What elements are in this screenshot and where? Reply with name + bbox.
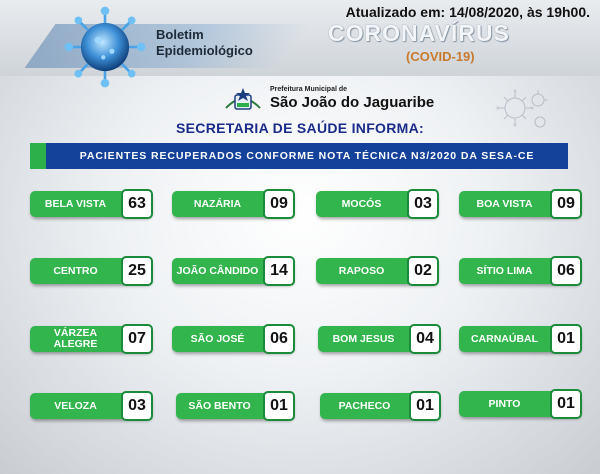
locality-count: 01 <box>263 391 295 421</box>
locality-name: BOM JESUS <box>332 332 395 345</box>
locality-count: 04 <box>409 324 441 354</box>
locality-name: BELA VISTA <box>44 197 107 210</box>
locality-count: 25 <box>121 256 153 286</box>
locality-name: NAZÁRIA <box>193 197 242 210</box>
coronavirus-title: CORONAVÍRUS <box>328 20 510 46</box>
locality-count: 14 <box>263 256 295 286</box>
locality-name: RAPOSO <box>338 264 385 277</box>
locality-card <box>459 258 580 284</box>
banner-text: PACIENTES RECUPERADOS CONFORME NOTA TÉCNICA N3/2020 DA SESA-CE <box>79 150 535 162</box>
virus-icon <box>62 4 148 90</box>
locality-name: VELOZA <box>54 399 97 412</box>
locality-card <box>172 326 293 352</box>
prefeitura-crest-icon <box>222 86 264 114</box>
locality-card <box>316 191 437 217</box>
locality-card <box>320 393 439 419</box>
locality-count: 02 <box>407 256 439 286</box>
boletim-line2: Epidemiológico <box>156 43 253 58</box>
locality-name: SÃO BENTO <box>188 399 251 412</box>
locality-card <box>316 258 437 284</box>
locality-count: 09 <box>550 189 582 219</box>
locality-name: BOA VISTA <box>476 197 533 210</box>
locality-count: 01 <box>409 391 441 421</box>
locality-count: 07 <box>121 324 153 354</box>
secretaria-heading: SECRETARIA DE SAÚDE INFORMA: <box>176 120 424 136</box>
locality-count: 01 <box>550 389 582 419</box>
locality-count: 63 <box>121 189 153 219</box>
locality-name: JOÃO CÂNDIDO <box>176 264 259 277</box>
covid-subtitle: (COVID-19) <box>406 49 475 64</box>
locality-name: MOCÓS <box>341 197 382 210</box>
locality-card <box>459 326 580 352</box>
locality-count: 01 <box>550 324 582 354</box>
locality-count: 06 <box>263 324 295 354</box>
locality-card <box>172 191 293 217</box>
locality-card <box>176 393 293 419</box>
locality-name: CENTRO <box>53 264 98 277</box>
locality-card <box>30 326 151 352</box>
boletim-line1: Boletim <box>156 27 204 42</box>
locality-name: PACHECO <box>338 399 391 412</box>
boletim-title <box>156 27 253 59</box>
updated-timestamp: Atualizado em: 14/08/2020, às 19h00. <box>345 4 590 20</box>
locality-card <box>30 393 151 419</box>
locality-name: PINTO <box>488 397 521 410</box>
locality-card <box>318 326 439 352</box>
locality-count: 09 <box>263 189 295 219</box>
locality-name: SÍTIO LIMA <box>476 264 533 277</box>
locality-name: SÃO JOSÉ <box>190 332 245 345</box>
locality-card <box>30 258 151 284</box>
locality-count: 03 <box>121 391 153 421</box>
locality-name: VÁRZEA ALEGRE <box>53 327 98 350</box>
prefeitura-caption: Prefeitura Municipal de <box>270 86 348 93</box>
locality-card <box>30 191 151 217</box>
locality-name: CARNAÚBAL <box>470 332 539 345</box>
locality-count: 06 <box>550 256 582 286</box>
prefeitura-name: São João do Jaguaribe <box>270 94 435 111</box>
locality-card <box>459 191 580 217</box>
locality-card <box>459 391 580 417</box>
recovered-banner <box>30 143 568 169</box>
locality-card <box>172 258 293 284</box>
locality-count: 03 <box>407 189 439 219</box>
